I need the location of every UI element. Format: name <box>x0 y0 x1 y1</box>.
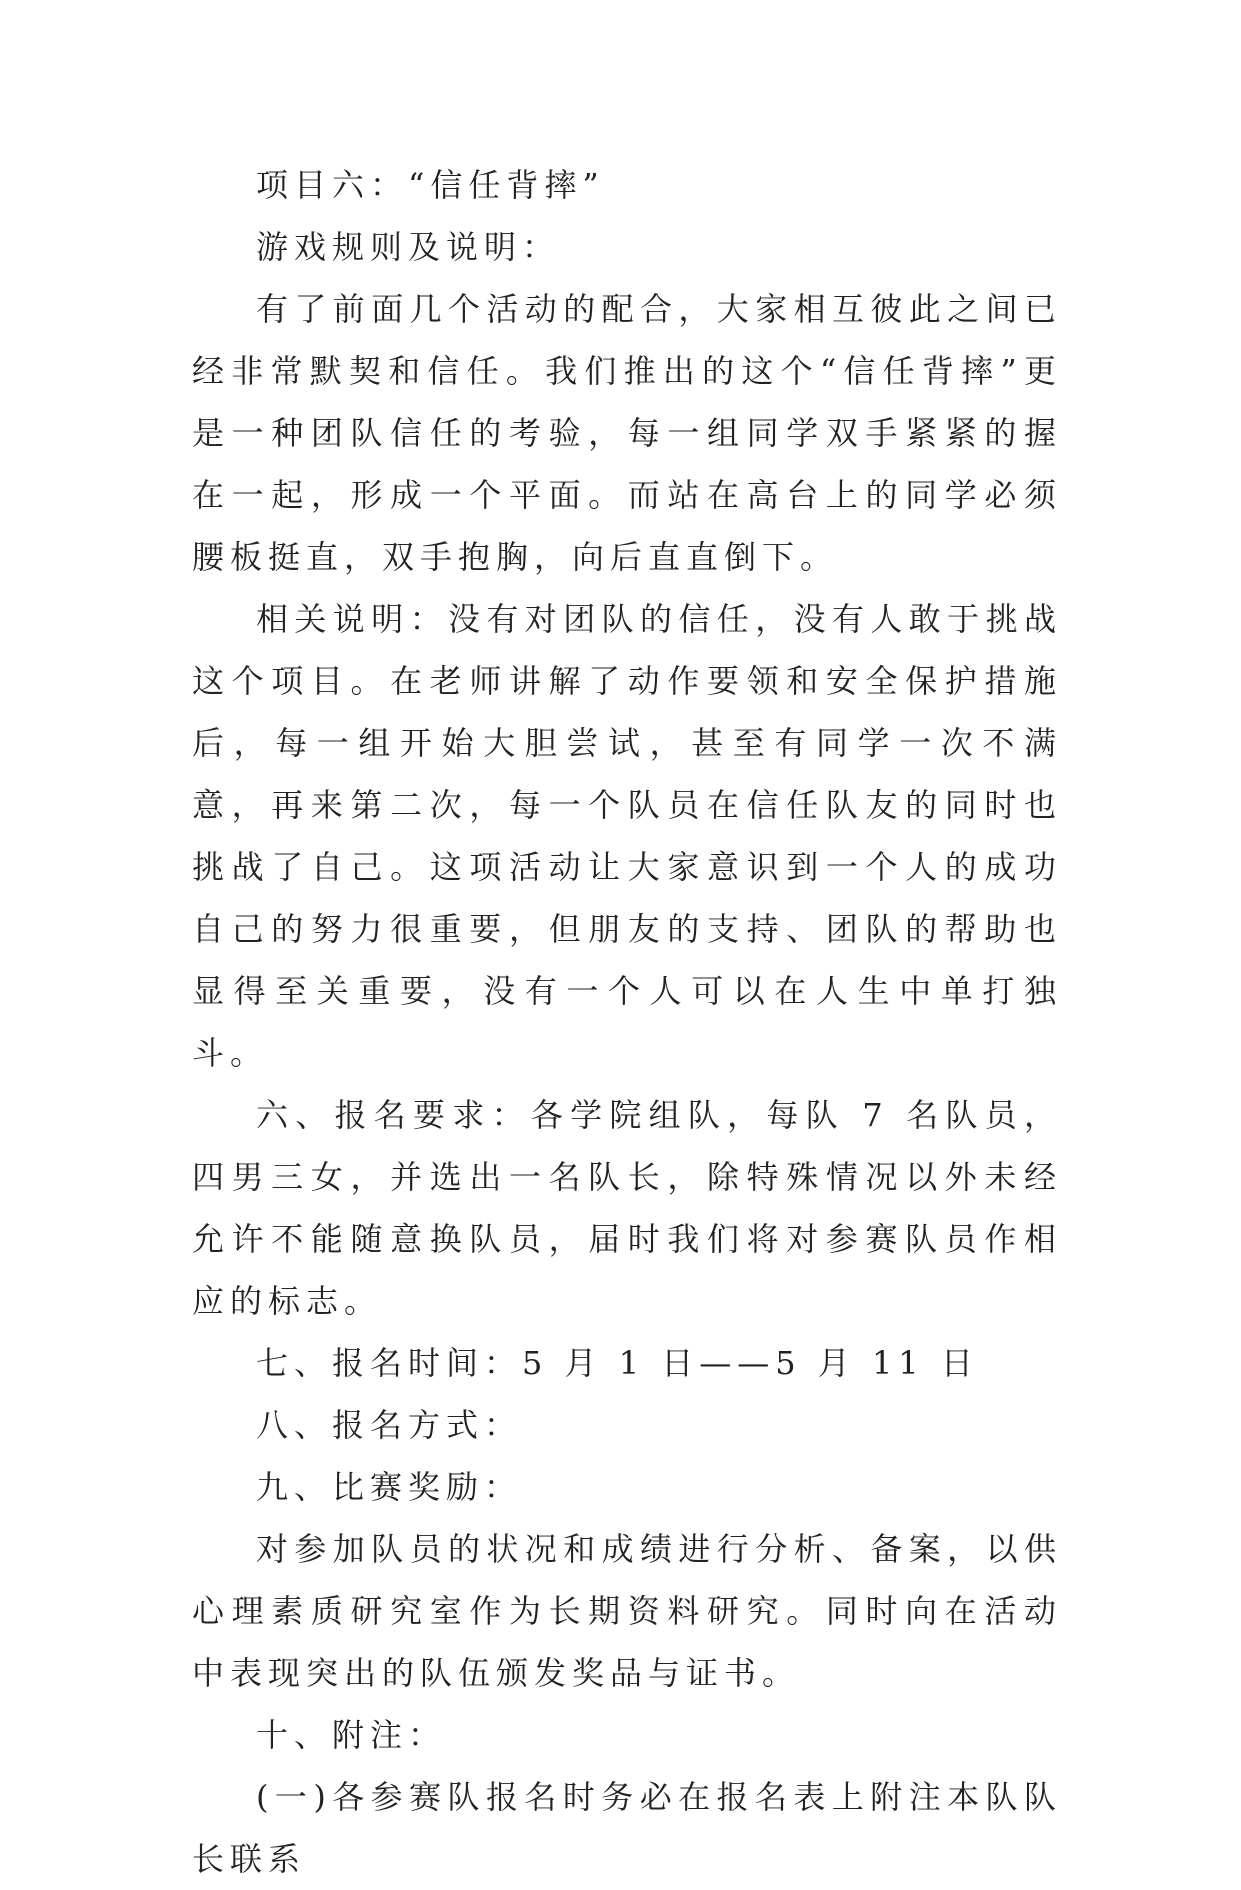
paragraph-registration-requirements: 六、报名要求：各学院组队，每队 7 名队员，四男三女，并选出一名队长，除特殊情况以外未经允许不能随意换队员，届时我们将对参赛队员作相应的标志。 <box>192 1096 1062 1320</box>
paragraph-registration-time: 七、报名时间：5 月 1 日——5 月 11 日 <box>256 1344 979 1382</box>
document-body <box>192 154 1062 1890</box>
paragraph-note-one: (一)各参赛队报名时务必在报名表上附注本队队长联系 <box>192 1778 1062 1878</box>
paragraph-related-notes: 相关说明：没有对团队的信任，没有人敢于挑战这个项目。在老师讲解了动作要领和安全保护措施后，每一组开始大胆尝试，甚至有同学一次不满意，再来第二次，每一个队员在信任队友的同时也挑战了自己。这项活动让大家意识到一个人的成功自己的努力很重要，但朋友的支持、团队的帮助也显得至关重要，没有一个人可以在人生中单打独斗。 <box>192 600 1062 1072</box>
paragraph-competition-rewards: 九、比赛奖励： <box>256 1468 523 1506</box>
paragraph-rewards-detail: 对参加队员的状况和成绩进行分析、备案，以供心理素质研究室作为长期资料研究。同时向在活动中表现突出的队伍颁发奖品与证书。 <box>192 1530 1062 1692</box>
paragraph-registration-method: 八、报名方式： <box>256 1406 523 1444</box>
section-heading-project-six: 项目六：“信任背摔” <box>256 166 605 204</box>
paragraph-game-description: 有了前面几个活动的配合，大家相互彼此之间已经非常默契和信任。我们推出的这个“信任背摔”更是一种团队信任的考验，每一组同学双手紧紧的握在一起，形成一个平面。而站在高台上的同学必须腰板挺直，双手抱胸，向后直直倒下。 <box>192 290 1062 576</box>
subheading-game-rules: 游戏规则及说明： <box>256 228 561 266</box>
paragraph-notes-heading: 十、附注： <box>256 1716 447 1754</box>
